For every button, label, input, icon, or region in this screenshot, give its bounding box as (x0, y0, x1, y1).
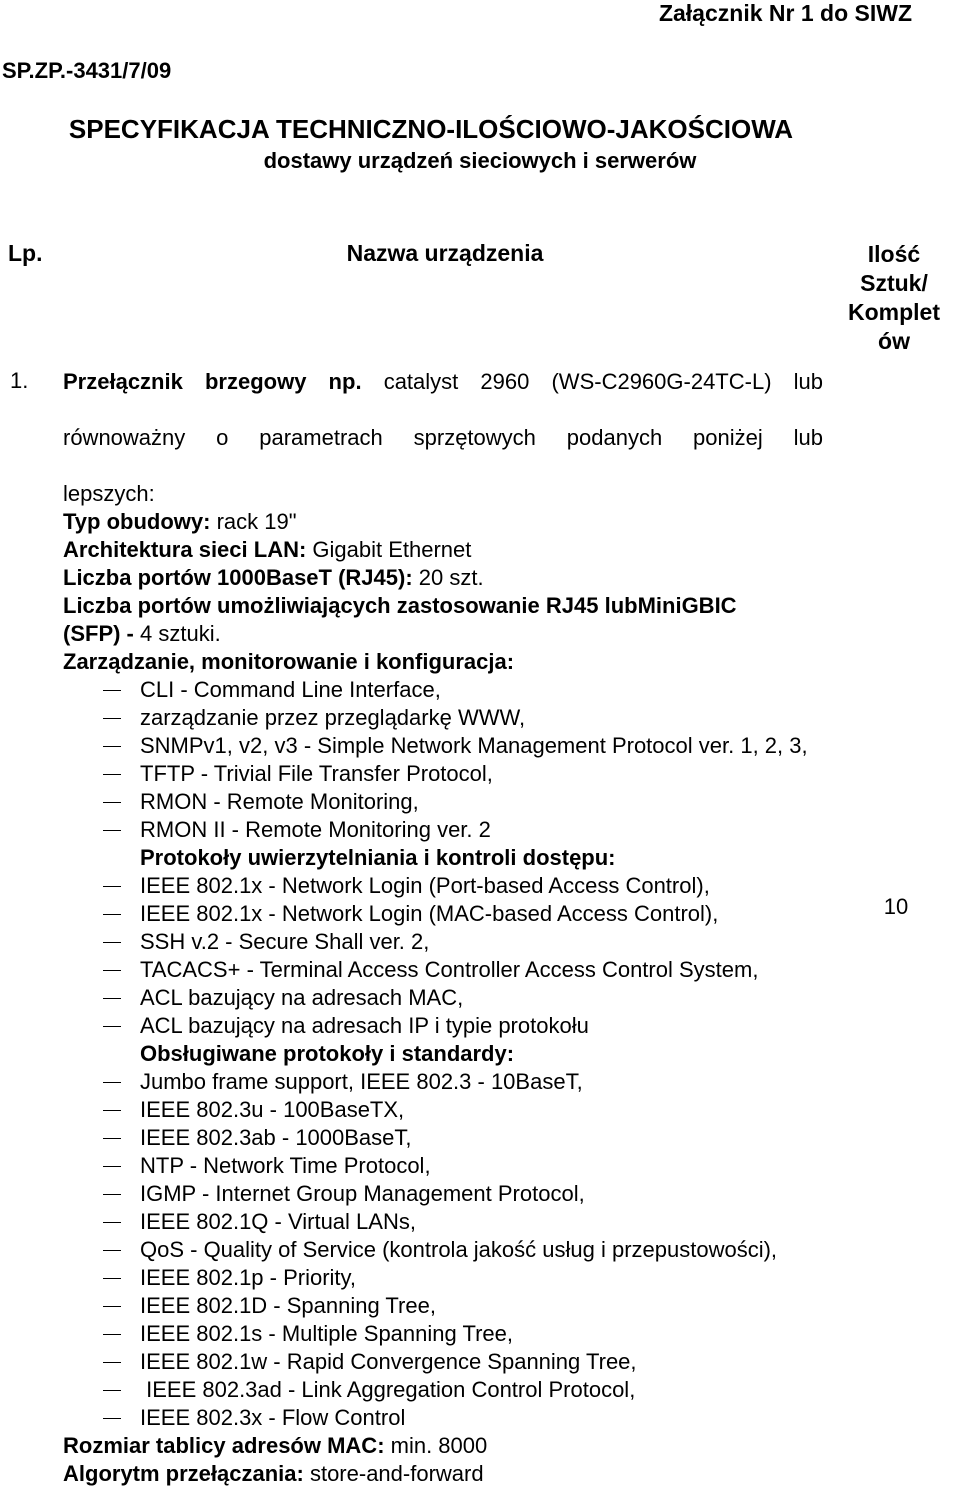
auth-list (63, 872, 823, 1040)
device-model: catalyst 2960 (WS-C2960G-24TC-L) lub (361, 369, 824, 394)
mac-table-line (63, 1432, 823, 1460)
list-item: TFTP - Trivial File Transfer Protocol, (63, 760, 823, 788)
auth-heading: Protokoły uwierzytelniania i kontroli dostępu: (140, 845, 616, 870)
spec-line (63, 508, 823, 536)
column-header-quantity-line: Komplet (848, 299, 940, 325)
spec-value: 20 szt. (412, 565, 484, 590)
mac-table-label: Rozmiar tablicy adresów MAC: (63, 1433, 385, 1458)
list-item: CLI - Command Line Interface, (63, 676, 823, 704)
protocols-list (63, 1068, 823, 1432)
column-header-name: Nazwa urządzenia (346, 240, 544, 266)
annex-label: Załącznik Nr 1 do SIWZ (658, 0, 912, 26)
switching-value: store-and-forward (303, 1461, 484, 1486)
device-name: Przełącznik brzegowy np. (63, 369, 362, 394)
spec-label: Architektura sieci LAN: (63, 537, 307, 562)
switching-line (63, 1460, 823, 1488)
spec-value: Gigabit Ethernet (306, 537, 472, 562)
list-item: SSH v.2 - Secure Shall ver. 2, (63, 928, 823, 956)
mac-table-value: min. 8000 (384, 1433, 488, 1458)
list-item: TACACS+ - Terminal Access Controller Access Control System, (63, 956, 823, 984)
list-item: IEEE 802.1Q - Virtual LANs, (63, 1208, 823, 1236)
list-item: IEEE 802.1s - Multiple Spanning Tree, (63, 1320, 823, 1348)
sfp-value: 4 sztuki. (140, 621, 221, 646)
spec-label: Liczba portów 1000BaseT (RJ45): (63, 565, 413, 590)
column-header-quantity-line: Ilość (867, 241, 921, 267)
row-quantity: 10 (883, 894, 909, 919)
device-description (63, 368, 823, 1488)
list-item: IEEE 802.1p - Priority, (63, 1264, 823, 1292)
list-item: Jumbo frame support, IEEE 802.3 - 10BaseT, (63, 1068, 823, 1096)
list-item: ACL bazujący na adresach IP i typie protokołu (63, 1012, 823, 1040)
list-item: IEEE 802.3ad - Link Aggregation Control Protocol, (63, 1376, 823, 1404)
management-heading: Zarządzanie, monitorowanie i konfiguracja: (63, 649, 515, 674)
row-number: 1. (10, 368, 29, 393)
list-item: QoS - Quality of Service (kontrola jakość usług i przepustowości), (63, 1236, 823, 1264)
list-item: IEEE 802.1D - Spanning Tree, (63, 1292, 823, 1320)
list-item: IEEE 802.1x - Network Login (Port-based Access Control), (63, 872, 823, 900)
list-item: IEEE 802.3x - Flow Control (63, 1404, 823, 1432)
list-item: IEEE 802.3u - 100BaseTX, (63, 1096, 823, 1124)
column-header-quantity-line: ów (878, 328, 910, 354)
spec-line (63, 564, 823, 592)
column-header-lp: Lp. (8, 240, 43, 266)
column-header-quantity (840, 240, 948, 356)
list-item: NTP - Network Time Protocol, (63, 1152, 823, 1180)
list-item: IEEE 802.3ab - 1000BaseT, (63, 1124, 823, 1152)
protocols-heading: Obsługiwane protokoły i standardy: (140, 1041, 515, 1066)
spec-label: Typ obudowy: (63, 509, 211, 534)
document-title: SPECYFIKACJA TECHNICZNO-ILOŚCIOWO-JAKOŚCIOWA (68, 114, 794, 144)
list-item: ACL bazujący na adresach MAC, (63, 984, 823, 1012)
document-subtitle: dostawy urządzeń sieciowych i serwerów (263, 148, 697, 173)
sfp-label-line-2: (SFP) - (63, 621, 140, 646)
spec-value: rack 19" (210, 509, 297, 534)
list-item: IEEE 802.1x - Network Login (MAC-based Access Control), (63, 900, 823, 928)
switching-label: Algorytm przełączania: (63, 1461, 304, 1486)
list-item: SNMPv1, v2, v3 - Simple Network Management Protocol ver. 1, 2, 3, (63, 732, 820, 760)
list-item: IEEE 802.1w - Rapid Convergence Spanning Tree, (63, 1348, 823, 1376)
intro-line-2: równoważny o parametrach sprzętowych podanych poniżej lub (63, 425, 823, 450)
spec-line (63, 536, 823, 564)
reference-number: SP.ZP.-3431/7/09 (2, 58, 172, 83)
management-list (63, 676, 823, 844)
column-header-quantity-line: Sztuk/ (860, 270, 928, 296)
intro-line-3: lepszych: (63, 481, 155, 506)
list-item: RMON - Remote Monitoring, (63, 788, 823, 816)
list-item: IGMP - Internet Group Management Protocol, (63, 1180, 823, 1208)
intro-line-1 (63, 368, 823, 424)
sfp-line-2 (63, 620, 823, 648)
list-item: zarządzanie przez przeglądarkę WWW, (63, 704, 823, 732)
list-item: RMON II - Remote Monitoring ver. 2 (63, 816, 823, 844)
sfp-label-line-1: Liczba portów umożliwiających zastosowanie RJ45 lubMiniGBIC (63, 593, 737, 618)
